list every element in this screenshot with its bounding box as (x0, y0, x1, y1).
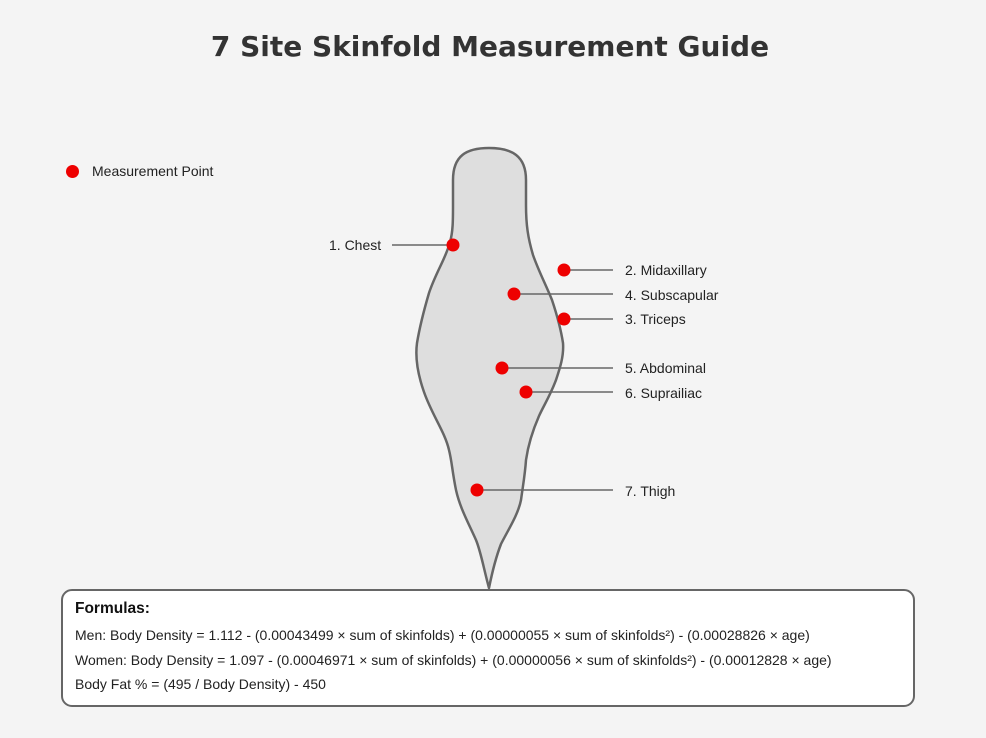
formula-women: Women: Body Density = 1.097 - (0.00046971 × sum of skinfolds) + (0.00000056 × sum of skinfolds²) - (0.00012828 × age) (75, 651, 832, 668)
formula-men: Men: Body Density = 1.112 - (0.00043499 × sum of skinfolds) + (0.00000055 × sum of skinfolds²) - (0.00028826 × age) (75, 627, 810, 643)
measurement-point (520, 386, 533, 399)
measurement-site (329, 237, 460, 253)
measurement-point (558, 313, 571, 326)
measurement-point (508, 288, 521, 301)
measurement-site (558, 262, 707, 278)
legend-label: Measurement Point (92, 163, 214, 179)
measurement-point (558, 264, 571, 277)
formulas-panel (61, 589, 915, 707)
formula-body-fat: Body Fat % = (495 / Body Density) - 450 (75, 676, 326, 692)
site-label: 5. Abdominal (625, 360, 706, 376)
site-label: 4. Subscapular (625, 287, 719, 303)
measurement-site (558, 311, 686, 327)
site-label: 6. Suprailiac (625, 385, 703, 401)
site-label: 1. Chest (329, 237, 382, 253)
measurement-point (447, 239, 460, 252)
site-label: 3. Triceps (625, 311, 686, 327)
page-title: 7 Site Skinfold Measurement Guide (210, 30, 770, 63)
formulas-heading: Formulas: (75, 600, 150, 617)
measurement-point (496, 362, 509, 375)
measurement-point (471, 484, 484, 497)
site-label: 2. Midaxillary (625, 262, 707, 278)
site-label: 7. Thigh (625, 483, 676, 499)
